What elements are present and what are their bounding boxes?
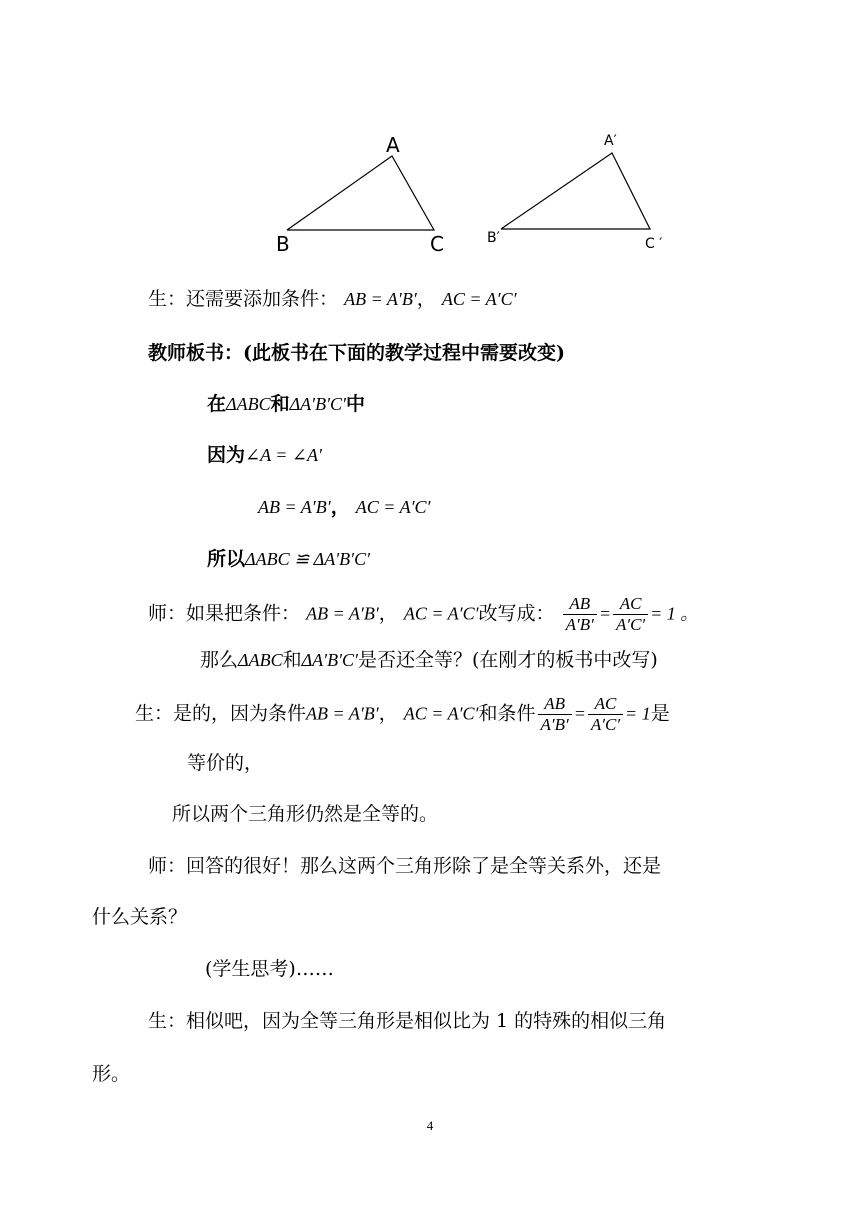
label-b-prime: B′ — [487, 230, 500, 246]
speaker: 师： — [148, 602, 187, 625]
equation: AC = A′C′ — [355, 497, 431, 517]
equation: AC = A′C′ — [441, 289, 517, 309]
line-teacher-praise — [148, 852, 661, 880]
triangle-abc-outline — [287, 156, 434, 230]
separator: ， — [330, 496, 350, 518]
text: 形。 — [92, 1063, 131, 1085]
text: 什么关系？ — [92, 906, 188, 928]
fraction-ac — [613, 594, 648, 635]
equation: AB = A′B′ — [306, 603, 379, 624]
text: 等价的， — [187, 752, 264, 774]
line-similar-cont — [92, 1060, 130, 1088]
triangle-abc-prime — [487, 133, 662, 252]
denominator: A′B′ — [540, 715, 569, 734]
line-student-similar — [148, 1007, 666, 1035]
text: 是的，因为条件 — [173, 702, 307, 725]
equation: AC = A′C′ — [403, 603, 479, 624]
fraction-ab — [563, 594, 597, 635]
equation: AB = A′B′ — [344, 289, 417, 309]
separator: ， — [378, 602, 398, 625]
equation-tail: = 1 。 — [650, 603, 699, 624]
label-c-prime: C ′ — [645, 236, 663, 252]
equation: AC = A′C′ — [403, 703, 479, 724]
text: 在 — [207, 393, 227, 415]
speaker: 生： — [148, 1010, 187, 1032]
text: 那么 — [200, 649, 239, 671]
line-teacher-rewrite — [148, 594, 698, 635]
line-students-think — [205, 955, 334, 983]
equation-tail: = 1 — [625, 703, 651, 724]
text: 中 — [345, 393, 365, 415]
denominator: A′C′ — [615, 615, 646, 634]
line-equivalent-cont — [187, 749, 263, 777]
text: 和 — [270, 393, 290, 415]
text: 回答的很好！那么这两个三角形除了是全等关系外，还是 — [186, 855, 662, 877]
text: 因为 — [207, 444, 246, 466]
triangle-abc — [276, 133, 444, 256]
denominator: A′B′ — [565, 615, 594, 634]
triangle-name: ΔA′B′C′ — [289, 394, 346, 414]
separator: ， — [378, 702, 398, 725]
equation: ΔABC ≌ ΔA′B′C′ — [245, 549, 371, 569]
line-what-relation — [92, 903, 187, 931]
triangles-figure — [0, 0, 860, 270]
text: 改写成： — [478, 602, 555, 625]
line-board-therefore — [207, 545, 370, 573]
line-teacher-question — [200, 646, 658, 674]
text: 和条件 — [478, 702, 536, 725]
equals: = — [598, 603, 611, 624]
label-b: B — [276, 232, 290, 256]
numerator: AB — [538, 694, 572, 715]
text: 相似吧，因为全等三角形是相似比为 1 的特殊的相似三角 — [186, 1010, 667, 1032]
equation: AB = A′B′ — [258, 497, 331, 517]
line-board-because — [207, 441, 322, 469]
numerator: AB — [563, 594, 597, 615]
fraction-ab — [538, 694, 572, 735]
speaker: 生： — [135, 702, 174, 725]
fraction-ac — [588, 694, 623, 735]
text: 教师板书：(此板书在下面的教学过程中需要改变) — [148, 342, 565, 364]
separator: ， — [416, 288, 436, 310]
page-number: 4 — [426, 1118, 434, 1133]
line-still-congruent — [172, 800, 438, 828]
equals: = — [573, 703, 586, 724]
line-board-in-triangles — [207, 390, 365, 418]
text: 如果把条件： — [186, 602, 301, 625]
line-student-condition — [148, 285, 517, 313]
line-board-sides — [258, 493, 430, 521]
text: 所以两个三角形仍然是全等的。 — [172, 803, 439, 825]
text: 是 — [650, 702, 670, 725]
triangle-name: ΔABC — [238, 650, 283, 670]
label-a-prime: A′ — [604, 133, 617, 149]
text: (学生思考)…… — [205, 958, 334, 980]
denominator: A′C′ — [590, 715, 621, 734]
label-a: A — [386, 133, 400, 157]
label-c: C — [430, 232, 444, 256]
equation: ∠A = ∠A′ — [245, 445, 322, 465]
line-teacher-board — [148, 339, 565, 367]
numerator: AC — [613, 594, 648, 615]
text: 是否还全等？(在刚才的板书中改写) — [357, 649, 658, 671]
line-student-equivalent — [135, 694, 670, 735]
speaker: 生： — [148, 288, 187, 310]
triangle-name: ΔABC — [226, 394, 271, 414]
text: 所以 — [207, 548, 246, 570]
triangle-name: ΔA′B′C′ — [301, 650, 358, 670]
numerator: AC — [588, 694, 623, 715]
triangle-abc-prime-outline — [501, 153, 650, 229]
text: 还需要添加条件： — [186, 288, 339, 310]
text: 和 — [282, 649, 302, 671]
speaker: 师： — [148, 855, 187, 877]
equation: AB = A′B′ — [306, 703, 379, 724]
